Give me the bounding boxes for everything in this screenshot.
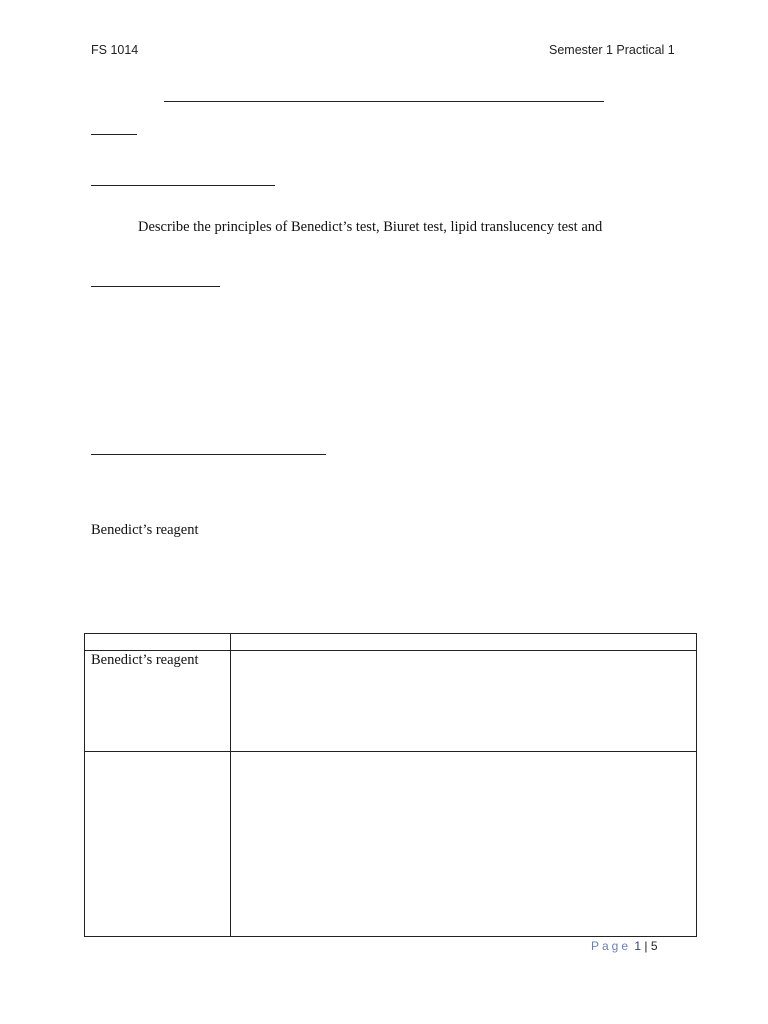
- table-cell: [231, 634, 697, 651]
- practical-label: Semester 1 Practical 1: [549, 43, 675, 57]
- section-underline-3: [91, 286, 220, 287]
- table-row: [85, 651, 697, 752]
- page-number-footer: [591, 939, 658, 953]
- table-row: [85, 752, 697, 937]
- current-page: 1: [634, 939, 642, 953]
- table-cell: [231, 651, 697, 752]
- table-cell: [85, 651, 231, 752]
- table-cell: [85, 752, 231, 937]
- total-pages: 5: [650, 939, 658, 953]
- table-row: [85, 634, 697, 651]
- table-cell-text: Benedict’s reagent: [91, 652, 199, 668]
- objective-text: Describe the principles of Benedict’s test, Biuret test, lipid translucency test and: [138, 219, 603, 235]
- section-underline-4: [91, 454, 326, 455]
- page-word: Page: [591, 939, 632, 953]
- page-separator: |: [644, 939, 648, 953]
- reagent-heading: Benedict’s reagent: [91, 522, 199, 538]
- course-code: FS 1014: [91, 43, 139, 57]
- section-underline-2: [91, 185, 275, 186]
- table-cell: [85, 634, 231, 651]
- title-underline: [164, 101, 604, 102]
- results-table: [84, 633, 697, 937]
- table-cell: [231, 752, 697, 937]
- section-underline-1: [91, 134, 137, 135]
